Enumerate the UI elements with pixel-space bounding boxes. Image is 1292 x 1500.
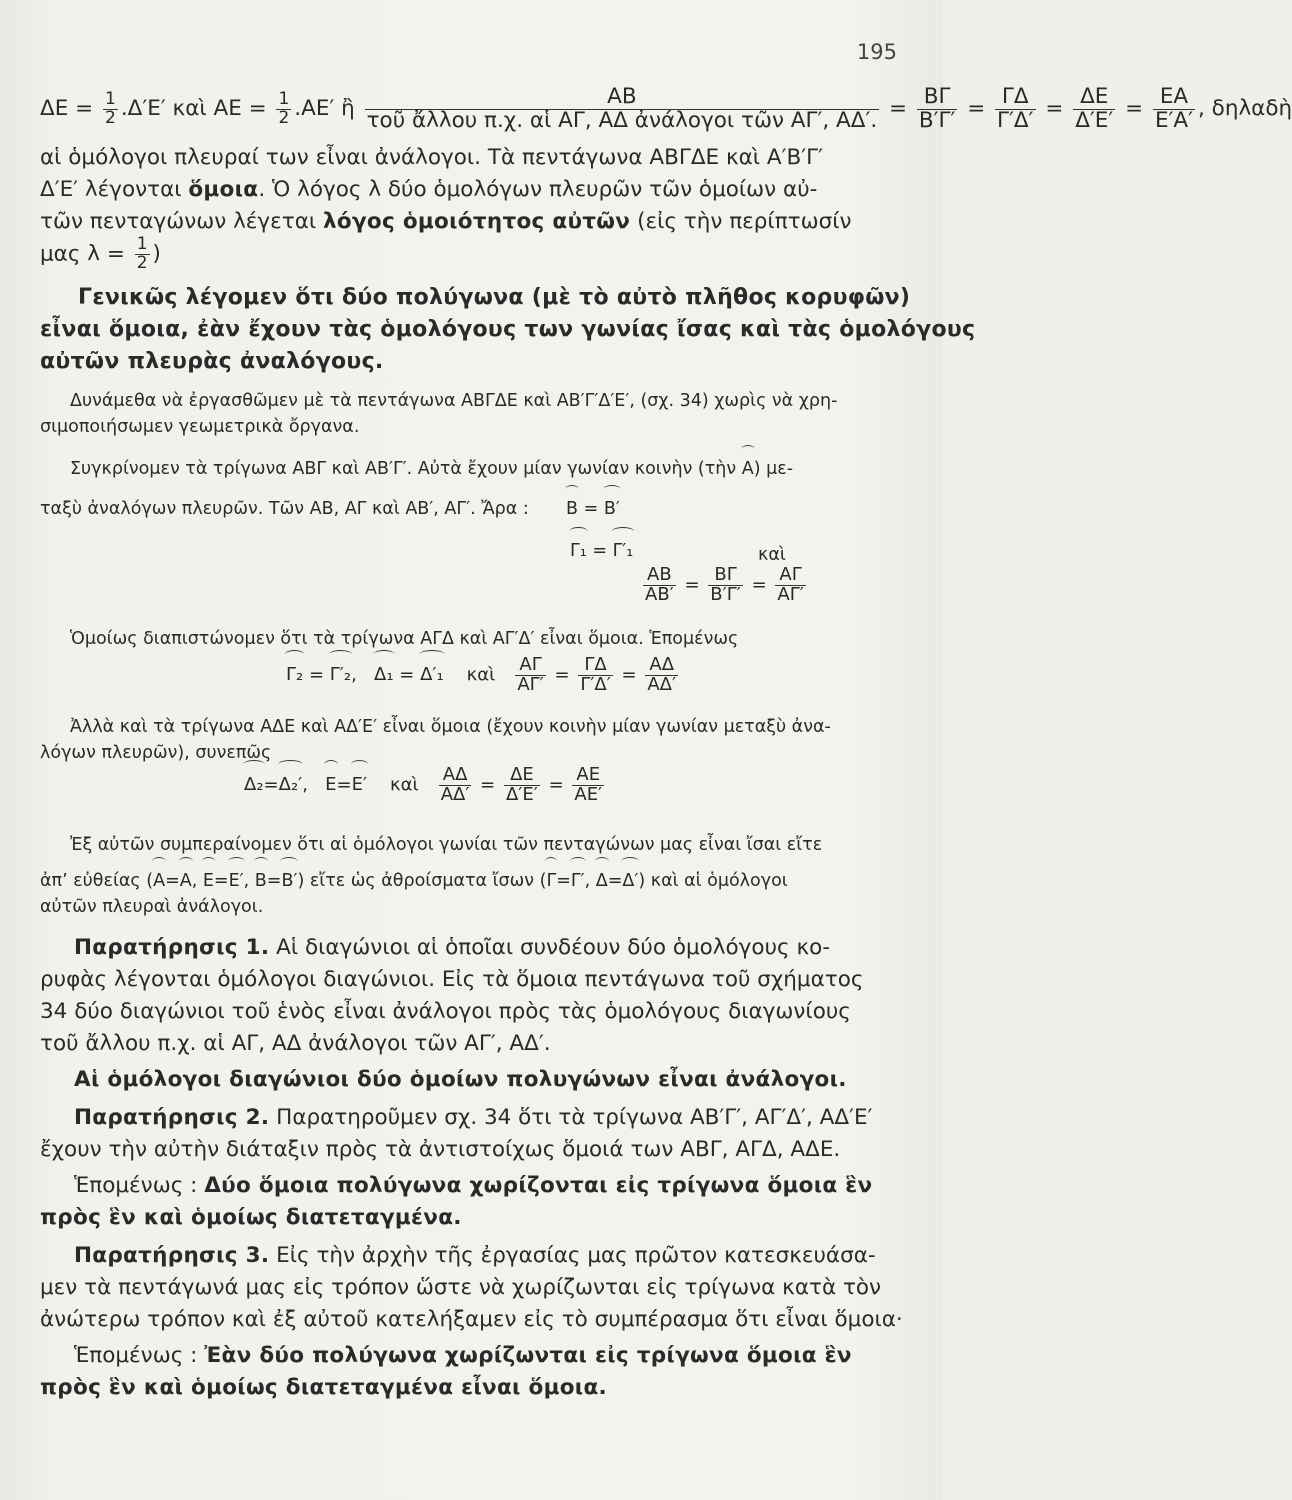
proof-line: αὐτῶν πλευραὶ ἀνάλογοι. [40, 897, 264, 917]
definition-line: Γενικῶς λέγομεν ὅτι δύο πολύγωνα (μὲ τὸ αὐτὸ πλῆθος κορυφῶν) [78, 285, 911, 310]
definition-line: αὐτῶν πλευρὰς ἀναλόγους. [40, 349, 384, 374]
ratio-equation-2: Γ₂ = Γ′₂, Δ₁ = Δ′₁ καὶ $\frac{A\Gamma}{A\Gamma'}$ = $\frac{\Gamma\Delta}{\Gamma'\Delta'}$ = $\frac{A\Delta}{A\Delta'}$ [286, 654, 677, 695]
theorem-line: πρὸς ἓν καὶ ὁμοίως διατεταγμένα. [40, 1205, 462, 1230]
ratio-ea: $\frac{EA}{E'A'}$ [1154, 84, 1193, 133]
remark-line: Παρατήρησις 2. Παρατηροῦμεν σχ. 34 ὅτι τὰ τρίγωνα ΑΒ′Γ′, ΑΓ′Δ′, ΑΔ′Ε′ [74, 1105, 873, 1130]
ratio-bg: $\frac{B\Gamma}{B'\Gamma'}$ [918, 84, 956, 133]
proof-line: λόγων πλευρῶν), συνεπῶς [40, 743, 272, 763]
proof-line: Δυνάμεθα νὰ ἐργασθῶμεν μὲ τὰ πεντάγωνα ΑΒΓΔΕ καὶ ΑΒ′Γ′Δ′Ε′, (σχ. 34) χωρὶς νὰ χρη- [70, 391, 838, 411]
remark-line: ἔχουν τὴν αὐτὴν διάταξιν πρὸς τὰ ἀντιστοίχως ὅμοιά των ΑΒΓ, ΑΓΔ, ΑΔΕ. [40, 1137, 841, 1162]
remark-heading: Παρατήρησις 2. [74, 1105, 270, 1130]
angle-hat: Α [742, 454, 754, 485]
equation-b: Β = Β′ [566, 494, 620, 525]
theorem-line: Ἑπομένως : Δύο ὅμοια πολύγωνα χωρίζονται εἰς τρίγωνα ὅμοια ἓν [74, 1173, 873, 1198]
remark-line: Παρατήρησις 3. Εἰς τὴν ἀρχὴν τῆς ἐργασίας μας πρῶτον κατεσκευάσα- [74, 1243, 876, 1268]
remark-line: ἀνώτερω τρόπον καὶ ἐξ αὐτοῦ κατελήξαμεν εἰς τὸ συμπέρασμα ὅτι εἶναι ὅμοια· [40, 1307, 903, 1332]
proof-line: ταξὺ ἀναλόγων πλευρῶν. Τῶν ΑΒ, ΑΓ καὶ ΑΒ′, ΑΓ′. Ἄρα : [40, 499, 529, 519]
text-line: μας λ = $\frac{1}{2}$ ) [40, 234, 161, 273]
proof-line: ἀπ’ εὐθείας (Α=Α, Ε=Ε′, Β=Β′) εἴτε ὡς ἀθροίσματα ἴσων (Γ=Γ′, Δ=Δ′) καὶ αἱ ὁμόλογοι [40, 866, 788, 897]
equation-g1: Γ₁ = Γ′₁ [570, 536, 633, 567]
theorem-line: Ἑπομένως : Ἐὰν δύο πολύγωνα χωρίζωνται εἰς τρίγωνα ὅμοια ἓν [74, 1343, 852, 1368]
proof-line: Ἐξ αὐτῶν συμπεραίνομεν ὅτι αἱ ὁμόλογοι γωνίαι τῶν πενταγώνων μας εἶναι ἴσαι εἴτε [70, 835, 823, 855]
proof-line: Ἀλλὰ καὶ τὰ τρίγωνα ΑΔΕ καὶ ΑΔ′Ε′ εἶναι ὅμοια (ἔχουν κοινὴν μίαν γωνίαν μεταξὺ ἀνα- [70, 717, 831, 737]
remark-heading: Παρατήρησις 1. [74, 935, 270, 960]
definition-line: εἶναι ὅμοια, ἐὰν ἔχουν τὰς ὁμολόγους των γωνίας ἴσας καὶ τὰς ὁμολόγους [40, 317, 976, 342]
ratio-equation-1: $\frac{AB}{AB'}$ = $\frac{B\Gamma}{B'\Gamma'}$ = $\frac{A\Gamma}{A\Gamma'}$ [645, 564, 804, 605]
fraction-half: $\frac{1}{2}$ [136, 234, 148, 273]
remark-heading: Παρατήρησις 3. [74, 1243, 270, 1268]
ratio-gd: $\frac{\Gamma\Delta}{\Gamma'\Delta'}$ [997, 84, 1034, 133]
ratio-equation-3: Δ₂=Δ₂′, Ε=Ε′ καὶ $\frac{A\Delta}{A\Delta'}$ = $\frac{\Delta E}{\Delta'E'}$ = $\frac{AE}{AE'}$ [244, 764, 603, 805]
text-line: τῶν πενταγώνων λέγεται λόγος ὁμοιότητος αὐτῶν (εἰς τὴν περίπτωσίν [40, 209, 852, 234]
fraction-half: $\frac{1}{2}$ [278, 88, 290, 128]
remark-line: ρυφὰς λέγονται ὁμόλογοι διαγώνιοι. Εἰς τὰ ὅμοια πεντάγωνα τοῦ σχήματος [40, 967, 864, 992]
page-number: 195 [856, 40, 897, 64]
fraction-half: $\frac{1}{2}$ [104, 88, 116, 128]
proof-line: σιμοποιήσωμεν γεωμετρικὰ ὄργανα. [40, 417, 360, 437]
text-line: αἱ ὁμόλογοι πλευραί των εἶναι ἀνάλογοι. Τὰ πεντάγωνα ΑΒΓΔΕ καὶ Α′Β′Γ′ [40, 145, 823, 170]
text-line: Δ′Ε′ λέγονται ὅμοια. Ὁ λόγος λ δύο ὁμολόγων πλευρῶν τῶν ὁμοίων αὐ- [40, 177, 818, 202]
theorem-line: Αἱ ὁμόλογοι διαγώνιοι δύο ὁμοίων πολυγώνων εἶναι ἀνάλογοι. [74, 1067, 847, 1092]
ratio-ab: $\frac{AB}{\text{τοῦ ἄλλου π.χ. αἱ ΑΓ, ΑΔ ἀνάλογοι τῶν ΑΓ′, ΑΔ′.}}$ [366, 84, 878, 133]
ratio-de: $\frac{\Delta E}{\Delta'E'}$ [1075, 84, 1114, 133]
remark-line: τοῦ ἄλλου π.χ. αἱ ΑΓ, ΑΔ ἀνάλογοι τῶν ΑΓ′, ΑΔ′. [40, 1031, 551, 1056]
remark-line: 34 δύο διαγώνιοι τοῦ ἑνὸς εἶναι ἀνάλογοι πρὸς τὰς ὁμολόγους διαγωνίους [40, 999, 851, 1024]
theorem-line: πρὸς ἓν καὶ ὁμοίως διατεταγμένα εἶναι ὅμοια. [40, 1375, 607, 1400]
ratio-line: ΔΕ = $\frac{1}{2}$ .Δ′Ε′ καὶ ΑΕ = $\frac{1}{2}$ .ΑΕ′ ἢ $\frac{AB}{\text{τοῦ ἄλλου π.χ. αἱ ΑΓ, ΑΔ ἀνάλογοι τῶν ΑΓ′, ΑΔ′.}}$ = $\frac{B\Gamma}{B'\Gamma'}$ = $\frac{\Gamma\Delta}{\Gamma'\Delta'}$ = $\frac{\Delta E}{\Delta'E'}$ = $\frac{EA}{E'A'}$ , δηλαδὴ [40, 84, 1292, 133]
conjunction: καὶ [758, 545, 786, 565]
remark-line: Παρατήρησις 1. Αἱ διαγώνιοι αἱ ὁποῖαι συνδέουν δύο ὁμολόγους κο- [74, 935, 831, 960]
proof-line: Συγκρίνομεν τὰ τρίγωνα ΑΒΓ καὶ ΑΒ′Γ′. Αὐτὰ ἔχουν μίαν γωνίαν κοινὴν (τὴν Α) με- [70, 454, 793, 485]
remark-line: μεν τὰ πεντάγωνά μας εἰς τρόπον ὥστε νὰ χωρίζωνται εἰς τρίγωνα κατὰ τὸν [40, 1275, 882, 1300]
proof-line: Ὁμοίως διαπιστώνομεν ὅτι τὰ τρίγωνα ΑΓΔ καὶ ΑΓ′Δ′ εἶναι ὅμοια. Ἑπομένως [70, 629, 739, 649]
